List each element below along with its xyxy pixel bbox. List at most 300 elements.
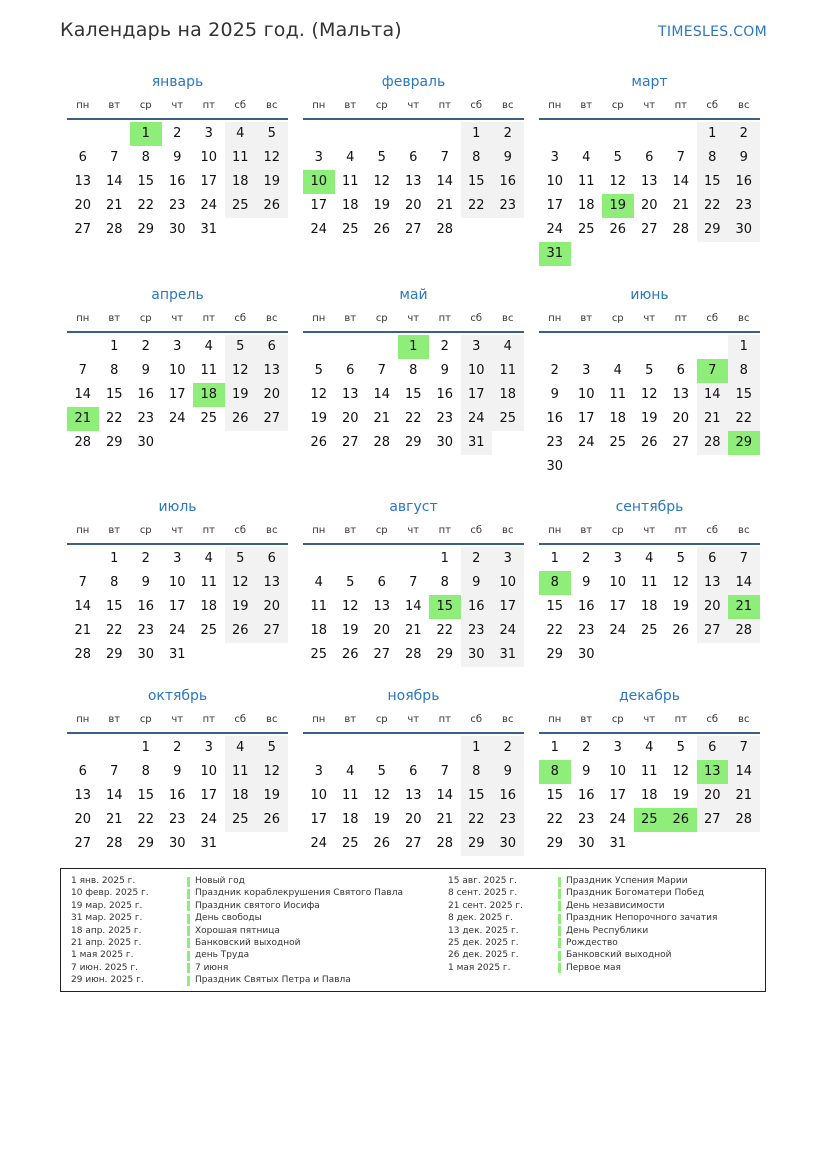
day-cell: 11 xyxy=(341,788,359,803)
day-cell: 14 xyxy=(697,383,729,407)
day-cell: 13 xyxy=(697,571,729,595)
day-cell: 29 xyxy=(137,836,155,851)
day-cell: 24 xyxy=(310,222,328,237)
day-cell: 28 xyxy=(105,836,123,851)
day-cell: 17 xyxy=(310,198,328,213)
day-cell: 2 xyxy=(582,551,591,566)
day-cell: 7 xyxy=(440,150,449,165)
month-block xyxy=(539,499,760,699)
weekday-label: вс xyxy=(738,714,750,725)
weekday-label: вт xyxy=(108,525,121,536)
day-cell: 22 xyxy=(728,407,760,431)
day-cell: 23 xyxy=(168,812,186,827)
weekday-label: сб xyxy=(234,100,247,111)
legend-date: 10 февр. 2025 г. xyxy=(71,888,149,899)
holiday-day-cell: 8 xyxy=(539,760,571,784)
header-rule xyxy=(539,331,760,333)
legend-holiday-name: Праздник святого Иосифа xyxy=(195,900,320,911)
day-cell: 14 xyxy=(436,788,454,803)
day-cell: 15 xyxy=(461,170,493,194)
holiday-day-cell: 15 xyxy=(429,595,461,619)
day-cell: 24 xyxy=(609,623,627,638)
day-cell: 29 xyxy=(105,647,123,662)
holiday-legend xyxy=(60,868,766,992)
day-cell: 13 xyxy=(74,174,92,189)
weekday-label: сб xyxy=(706,525,719,536)
day-cell: 10 xyxy=(577,387,595,402)
day-cell: 13 xyxy=(404,788,422,803)
weekday-label: пт xyxy=(202,100,215,111)
day-cell: 19 xyxy=(256,784,288,808)
day-cell: 18 xyxy=(577,198,595,213)
day-cell: 13 xyxy=(404,174,422,189)
weekday-label: чт xyxy=(643,714,656,725)
day-cell: 27 xyxy=(640,222,658,237)
day-cell: 12 xyxy=(640,387,658,402)
legend-date: 7 июн. 2025 г. xyxy=(71,962,138,973)
legend-color-marker xyxy=(558,889,561,899)
weekday-label: сб xyxy=(470,313,483,324)
day-cell: 3 xyxy=(204,126,213,141)
month-block xyxy=(67,499,288,699)
legend-color-marker xyxy=(187,901,190,911)
day-cell: 30 xyxy=(728,218,760,242)
day-cell: 5 xyxy=(613,150,622,165)
legend-holiday-name: Новый год xyxy=(195,876,245,886)
day-cell: 23 xyxy=(577,623,595,638)
day-cell: 30 xyxy=(492,832,524,856)
day-cell: 28 xyxy=(74,647,92,662)
legend-color-marker xyxy=(558,938,561,948)
day-cell: 27 xyxy=(697,619,729,643)
day-cell: 4 xyxy=(225,736,257,760)
day-cell: 28 xyxy=(728,808,760,832)
legend-date: 18 апр. 2025 г. xyxy=(71,925,142,936)
day-cell: 9 xyxy=(461,571,493,595)
day-cell: 3 xyxy=(613,740,622,755)
day-cell: 23 xyxy=(492,194,524,218)
day-cell: 3 xyxy=(314,764,323,779)
legend-color-marker xyxy=(558,901,561,911)
day-cell: 26 xyxy=(256,194,288,218)
day-cell: 9 xyxy=(582,575,591,590)
day-cell: 1 xyxy=(550,740,559,755)
weekday-label: чт xyxy=(171,525,184,536)
day-cell: 17 xyxy=(609,599,627,614)
day-cell: 24 xyxy=(200,812,218,827)
weekday-label: чт xyxy=(407,525,420,536)
day-cell: 22 xyxy=(697,194,729,218)
weekday-label: вт xyxy=(108,313,121,324)
day-cell: 31 xyxy=(168,647,186,662)
day-cell: 8 xyxy=(409,363,418,378)
day-cell: 31 xyxy=(200,836,218,851)
day-cell: 15 xyxy=(137,788,155,803)
day-cell: 15 xyxy=(728,383,760,407)
month-block xyxy=(67,74,288,274)
brand-link[interactable]: TIMESLES.COM xyxy=(658,24,767,40)
day-cell: 27 xyxy=(256,407,288,431)
legend-date: 8 дек. 2025 г. xyxy=(448,913,513,924)
header-rule xyxy=(67,543,288,545)
day-cell: 7 xyxy=(110,764,119,779)
weekday-label: пт xyxy=(438,525,451,536)
day-cell: 1 xyxy=(461,736,493,760)
legend-holiday-name: Праздник Непорочного зачатия xyxy=(566,913,718,924)
day-cell: 22 xyxy=(461,808,493,832)
holiday-day-cell: 7 xyxy=(697,359,729,383)
legend-holiday-name: Первое мая xyxy=(566,962,621,973)
day-cell: 11 xyxy=(200,575,218,590)
day-cell: 31 xyxy=(492,643,524,667)
day-cell: 29 xyxy=(105,435,123,450)
weekday-label: пт xyxy=(674,313,687,324)
day-cell: 12 xyxy=(609,174,627,189)
day-cell: 12 xyxy=(672,575,690,590)
weekday-label: пт xyxy=(438,714,451,725)
day-cell: 17 xyxy=(461,383,493,407)
day-cell: 17 xyxy=(546,198,564,213)
day-cell: 5 xyxy=(377,150,386,165)
day-cell: 6 xyxy=(78,764,87,779)
day-cell: 30 xyxy=(168,836,186,851)
legend-holiday-name: Праздник Успения Марии xyxy=(566,876,688,886)
day-cell: 26 xyxy=(609,222,627,237)
day-cell: 4 xyxy=(314,575,323,590)
day-cell: 9 xyxy=(440,363,449,378)
legend-color-marker xyxy=(187,926,190,936)
weekday-label: вс xyxy=(266,313,278,324)
legend-date: 31 мар. 2025 г. xyxy=(71,913,143,924)
day-cell: 25 xyxy=(310,647,328,662)
day-cell: 6 xyxy=(256,335,288,359)
day-cell: 7 xyxy=(78,575,87,590)
weekday-label: вс xyxy=(738,525,750,536)
legend-row xyxy=(71,974,441,986)
day-cell: 19 xyxy=(640,411,658,426)
day-cell: 14 xyxy=(728,760,760,784)
legend-date: 21 сент. 2025 г. xyxy=(448,900,524,911)
legend-holiday-name: Праздник Богоматери Побед xyxy=(566,888,705,899)
day-cell: 21 xyxy=(728,784,760,808)
day-cell: 21 xyxy=(105,198,123,213)
day-cell: 21 xyxy=(672,198,690,213)
holiday-day-cell: 25 xyxy=(634,808,666,832)
holiday-day-cell: 26 xyxy=(665,808,697,832)
weekday-label: сб xyxy=(470,100,483,111)
day-cell: 6 xyxy=(697,736,729,760)
weekday-label: пн xyxy=(312,525,326,536)
day-cell: 7 xyxy=(377,363,386,378)
month-block xyxy=(303,499,524,699)
day-cell: 16 xyxy=(577,599,595,614)
month-name: август xyxy=(389,499,438,515)
day-cell: 18 xyxy=(609,411,627,426)
legend-row xyxy=(71,912,441,924)
day-cell: 15 xyxy=(404,387,422,402)
weekday-label: ср xyxy=(611,313,624,324)
day-cell: 3 xyxy=(461,335,493,359)
day-cell: 25 xyxy=(609,435,627,450)
weekday-label: вт xyxy=(108,100,121,111)
day-cell: 15 xyxy=(105,387,123,402)
legend-color-marker xyxy=(558,951,561,961)
day-cell: 27 xyxy=(672,435,690,450)
day-cell: 30 xyxy=(137,435,155,450)
legend-date: 26 дек. 2025 г. xyxy=(448,950,519,961)
day-cell: 18 xyxy=(341,198,359,213)
legend-row xyxy=(71,925,441,937)
weekday-label: вс xyxy=(266,100,278,111)
day-cell: 26 xyxy=(310,435,328,450)
weekday-label: ср xyxy=(375,100,388,111)
day-cell: 19 xyxy=(256,170,288,194)
legend-holiday-name: День свободы xyxy=(195,913,262,924)
day-cell: 12 xyxy=(256,146,288,170)
day-cell: 30 xyxy=(168,222,186,237)
day-cell: 14 xyxy=(373,387,391,402)
day-cell: 24 xyxy=(200,198,218,213)
day-cell: 2 xyxy=(141,339,150,354)
day-cell: 9 xyxy=(550,387,559,402)
month-name: декабрь xyxy=(618,688,681,704)
legend-row xyxy=(448,937,758,949)
day-cell: 11 xyxy=(640,764,658,779)
day-cell: 29 xyxy=(546,647,564,662)
day-cell: 17 xyxy=(200,788,218,803)
day-cell: 5 xyxy=(676,551,685,566)
day-cell: 23 xyxy=(728,194,760,218)
day-cell: 16 xyxy=(728,170,760,194)
legend-color-marker xyxy=(187,951,190,961)
day-cell: 11 xyxy=(200,363,218,378)
day-cell: 21 xyxy=(436,812,454,827)
day-cell: 27 xyxy=(74,222,92,237)
day-cell: 17 xyxy=(200,174,218,189)
weekday-label: вс xyxy=(266,525,278,536)
day-cell: 28 xyxy=(728,619,760,643)
weekday-label: пт xyxy=(438,313,451,324)
day-cell: 5 xyxy=(256,122,288,146)
day-cell: 15 xyxy=(137,174,155,189)
legend-row xyxy=(448,900,758,912)
legend-color-marker xyxy=(187,914,190,924)
day-cell: 20 xyxy=(256,383,288,407)
weekday-label: вт xyxy=(344,313,357,324)
weekday-label: вт xyxy=(580,313,593,324)
weekday-label: пн xyxy=(312,313,326,324)
day-cell: 11 xyxy=(310,599,328,614)
weekday-label: вс xyxy=(502,313,514,324)
day-cell: 3 xyxy=(550,150,559,165)
day-cell: 18 xyxy=(640,599,658,614)
weekday-label: пн xyxy=(548,714,562,725)
day-cell: 2 xyxy=(141,551,150,566)
day-cell: 15 xyxy=(461,784,493,808)
weekday-header xyxy=(303,313,524,327)
page-title: Календарь на 2025 год. (Мальта) xyxy=(60,19,402,41)
day-cell: 27 xyxy=(256,619,288,643)
day-cell: 20 xyxy=(640,198,658,213)
day-cell: 24 xyxy=(168,411,186,426)
day-cell: 8 xyxy=(440,575,449,590)
day-cell: 10 xyxy=(310,788,328,803)
day-cell: 19 xyxy=(225,383,257,407)
legend-row xyxy=(448,887,758,899)
legend-holiday-name: Рождество xyxy=(566,937,618,948)
day-cell: 24 xyxy=(546,222,564,237)
month-name: февраль xyxy=(381,74,446,90)
legend-holiday-name: день Труда xyxy=(195,950,250,961)
day-cell: 12 xyxy=(225,571,257,595)
day-cell: 22 xyxy=(137,198,155,213)
day-cell: 12 xyxy=(310,387,328,402)
day-cell: 14 xyxy=(672,174,690,189)
day-cell: 1 xyxy=(728,335,760,359)
holiday-day-cell: 13 xyxy=(697,760,729,784)
day-cell: 12 xyxy=(225,359,257,383)
weekday-label: вс xyxy=(502,714,514,725)
day-cell: 2 xyxy=(440,339,449,354)
day-cell: 16 xyxy=(577,788,595,803)
day-cell: 22 xyxy=(436,623,454,638)
weekday-label: вт xyxy=(580,100,593,111)
day-cell: 19 xyxy=(341,623,359,638)
day-cell: 25 xyxy=(640,623,658,638)
month-block xyxy=(67,287,288,487)
day-cell: 6 xyxy=(697,547,729,571)
weekday-label: ср xyxy=(375,714,388,725)
legend-color-marker xyxy=(558,926,561,936)
day-cell: 24 xyxy=(461,407,493,431)
day-cell: 28 xyxy=(74,435,92,450)
legend-holiday-name: Праздник Святых Петра и Павла xyxy=(195,975,351,986)
day-cell: 28 xyxy=(436,836,454,851)
day-cell: 8 xyxy=(697,146,729,170)
day-cell: 14 xyxy=(105,788,123,803)
day-cell: 17 xyxy=(168,387,186,402)
day-cell: 18 xyxy=(492,383,524,407)
day-cell: 11 xyxy=(609,387,627,402)
month-name: март xyxy=(631,74,668,90)
day-cell: 7 xyxy=(409,575,418,590)
day-cell: 19 xyxy=(373,812,391,827)
day-cell: 3 xyxy=(613,551,622,566)
weekday-label: ср xyxy=(611,525,624,536)
day-cell: 28 xyxy=(404,647,422,662)
month-name: январь xyxy=(151,74,204,90)
day-cell: 3 xyxy=(204,740,213,755)
month-block xyxy=(303,287,524,487)
day-cell: 5 xyxy=(676,740,685,755)
day-cell: 25 xyxy=(200,623,218,638)
day-cell: 24 xyxy=(577,435,595,450)
day-cell: 1 xyxy=(550,551,559,566)
legend-holiday-name: 7 июня xyxy=(195,962,229,973)
weekday-label: чт xyxy=(171,313,184,324)
day-cell: 7 xyxy=(440,764,449,779)
header-rule xyxy=(67,118,288,120)
day-cell: 4 xyxy=(645,551,654,566)
day-cell: 20 xyxy=(404,812,422,827)
day-cell: 26 xyxy=(373,836,391,851)
weekday-label: вт xyxy=(344,714,357,725)
day-cell: 30 xyxy=(577,836,595,851)
weekday-label: чт xyxy=(643,100,656,111)
day-cell: 14 xyxy=(105,174,123,189)
day-cell: 29 xyxy=(436,647,454,662)
day-cell: 28 xyxy=(697,431,729,455)
day-cell: 16 xyxy=(492,784,524,808)
weekday-header xyxy=(539,714,760,728)
day-cell: 21 xyxy=(697,407,729,431)
day-cell: 28 xyxy=(672,222,690,237)
day-cell: 14 xyxy=(728,571,760,595)
legend-date: 29 июн. 2025 г. xyxy=(71,975,144,986)
day-cell: 28 xyxy=(105,222,123,237)
weekday-label: вс xyxy=(738,100,750,111)
day-cell: 20 xyxy=(404,198,422,213)
weekday-label: ср xyxy=(139,714,152,725)
weekday-label: чт xyxy=(407,100,420,111)
weekday-header xyxy=(539,100,760,114)
weekday-label: сб xyxy=(234,525,247,536)
day-cell: 21 xyxy=(404,623,422,638)
day-cell: 14 xyxy=(74,599,92,614)
header-rule xyxy=(303,118,524,120)
day-cell: 1 xyxy=(110,339,119,354)
day-cell: 17 xyxy=(492,595,524,619)
day-cell: 6 xyxy=(409,764,418,779)
day-cell: 16 xyxy=(137,599,155,614)
weekday-label: чт xyxy=(407,714,420,725)
legend-row xyxy=(448,912,758,924)
day-cell: 22 xyxy=(105,411,123,426)
weekday-label: ср xyxy=(139,525,152,536)
header-rule xyxy=(539,732,760,734)
legend-holiday-name: Банковский выходной xyxy=(195,937,301,948)
holiday-day-cell: 18 xyxy=(193,383,225,407)
day-cell: 30 xyxy=(137,647,155,662)
weekday-label: пт xyxy=(202,525,215,536)
day-cell: 20 xyxy=(697,595,729,619)
weekday-label: пн xyxy=(76,525,90,536)
legend-row xyxy=(71,875,441,887)
weekday-label: пт xyxy=(674,525,687,536)
day-cell: 7 xyxy=(78,363,87,378)
weekday-label: вс xyxy=(502,525,514,536)
holiday-day-cell: 1 xyxy=(130,122,162,146)
day-cell: 25 xyxy=(341,836,359,851)
weekday-header xyxy=(67,525,288,539)
header-rule xyxy=(303,543,524,545)
header-rule xyxy=(67,732,288,734)
day-cell: 18 xyxy=(225,784,257,808)
weekday-label: сб xyxy=(706,313,719,324)
month-block xyxy=(539,688,760,888)
legend-date: 15 авг. 2025 г. xyxy=(448,876,517,886)
day-cell: 24 xyxy=(492,619,524,643)
day-cell: 19 xyxy=(672,599,690,614)
legend-row xyxy=(448,949,758,961)
legend-color-marker xyxy=(558,963,561,973)
legend-holiday-name: День Республики xyxy=(566,925,649,936)
day-cell: 17 xyxy=(310,812,328,827)
day-cell: 10 xyxy=(200,150,218,165)
legend-row xyxy=(71,949,441,961)
legend-color-marker xyxy=(187,938,190,948)
weekday-label: пн xyxy=(548,313,562,324)
